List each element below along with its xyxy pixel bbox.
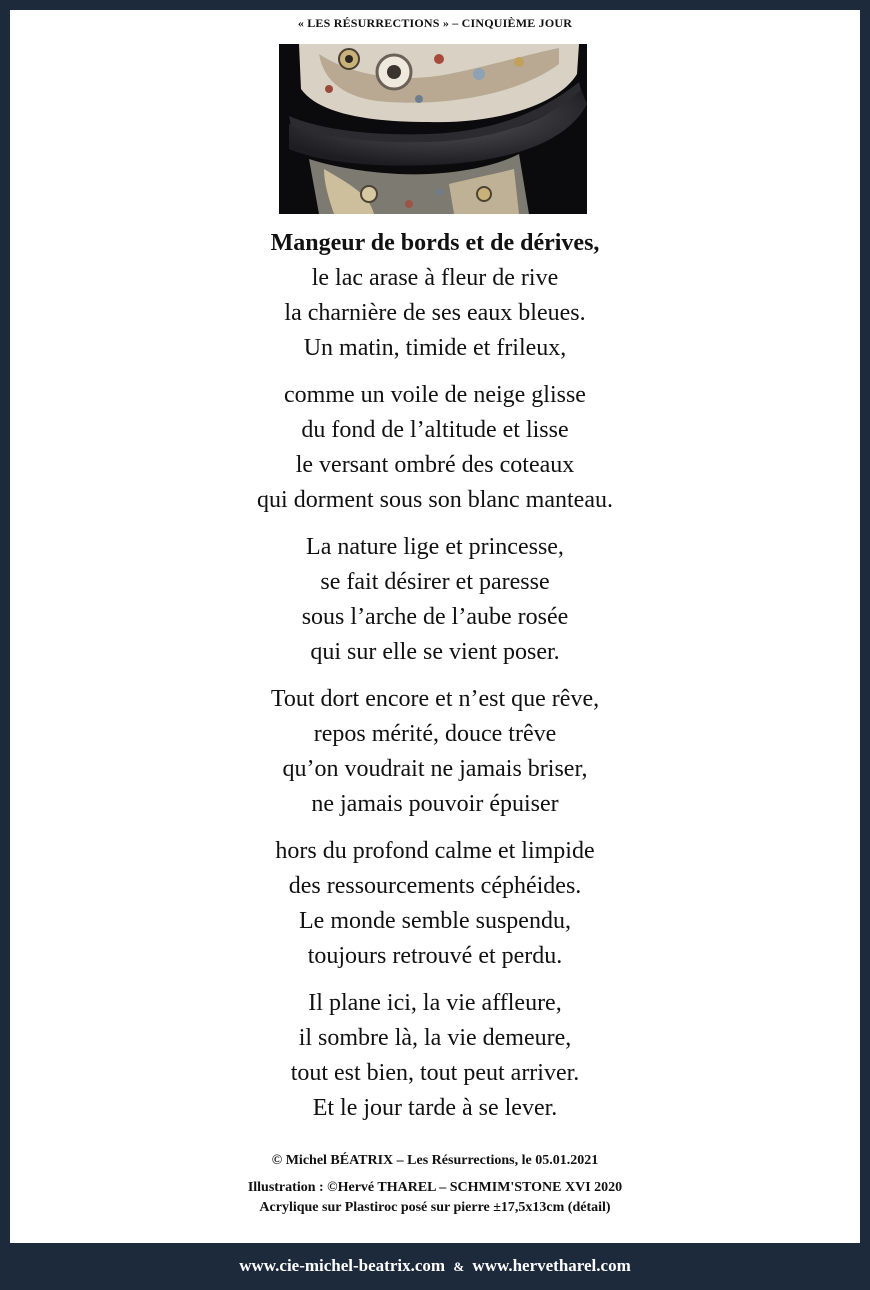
poem-line: des ressourcements céphéides. <box>288 873 582 899</box>
poem-line: ne jamais pouvoir épuiser <box>311 791 559 817</box>
stone-sculpture-image <box>279 44 587 214</box>
stanza <box>10 530 860 670</box>
website-link-michel-beatrix[interactable]: www.cie-michel-beatrix.com <box>239 1256 446 1275</box>
website-link-herve-tharel[interactable]: www.hervetharel.com <box>472 1256 631 1275</box>
poem-title-line: Mangeur de bords et de dérives, <box>270 230 600 256</box>
poem-line: Il plane ici, la vie affleure, <box>308 990 562 1016</box>
credits <box>10 1150 860 1218</box>
stanza <box>10 986 860 1126</box>
page-header: « LES RÉSURRECTIONS » – CINQUIÈME JOUR <box>297 16 573 30</box>
poem-line: comme un voile de neige glisse <box>284 382 586 408</box>
artwork-illustration <box>279 44 587 214</box>
page-card <box>10 10 860 1243</box>
poem-line: il sombre là, la vie demeure, <box>298 1025 572 1051</box>
stanza <box>10 834 860 974</box>
medium-credit: Acrylique sur Plastiroc posé sur pierre ±17,5x13cm (détail) <box>259 1200 611 1215</box>
poem-line: la charnière de ses eaux bleues. <box>284 300 586 326</box>
link-separator: & <box>453 1259 465 1274</box>
poem-line: Un matin, timide et frileux, <box>303 335 567 361</box>
stanza <box>10 682 860 822</box>
poem-line: le lac arase à fleur de rive <box>311 265 559 291</box>
poem-line: se fait désirer et paresse <box>320 569 550 595</box>
poem-line: qu’on voudrait ne jamais briser, <box>282 756 588 782</box>
poem-line: qui sur elle se vient poser. <box>310 639 560 665</box>
poem <box>10 226 860 1138</box>
poem-line: repos mérité, douce trêve <box>313 721 557 747</box>
poem-line: qui dorment sous son blanc manteau. <box>257 487 613 513</box>
footer-links <box>0 1256 870 1276</box>
poem-line: Le monde semble suspendu, <box>299 908 571 934</box>
poem-line: tout est bien, tout peut arriver. <box>290 1060 580 1086</box>
poem-line: toujours retrouvé et perdu. <box>307 943 563 969</box>
stanza <box>10 226 860 366</box>
poem-line: le versant ombré des coteaux <box>295 452 575 478</box>
poem-line: La nature lige et princesse, <box>306 534 564 560</box>
poem-line: Et le jour tarde à se lever. <box>312 1095 558 1121</box>
poem-line: du fond de l’altitude et lisse <box>301 417 569 443</box>
illustration-credit: Illustration : ©Hervé THAREL – SCHMIM'STONE XVI 2020 <box>247 1180 623 1195</box>
poem-line: sous l’arche de l’aube rosée <box>301 604 569 630</box>
poem-line: hors du profond calme et limpide <box>275 838 595 864</box>
poem-line: Tout dort encore et n’est que rêve, <box>270 686 600 712</box>
stanza <box>10 378 860 518</box>
copyright-line: © Michel BÉATRIX – Les Résurrections, le 05.01.2021 <box>271 1153 599 1168</box>
